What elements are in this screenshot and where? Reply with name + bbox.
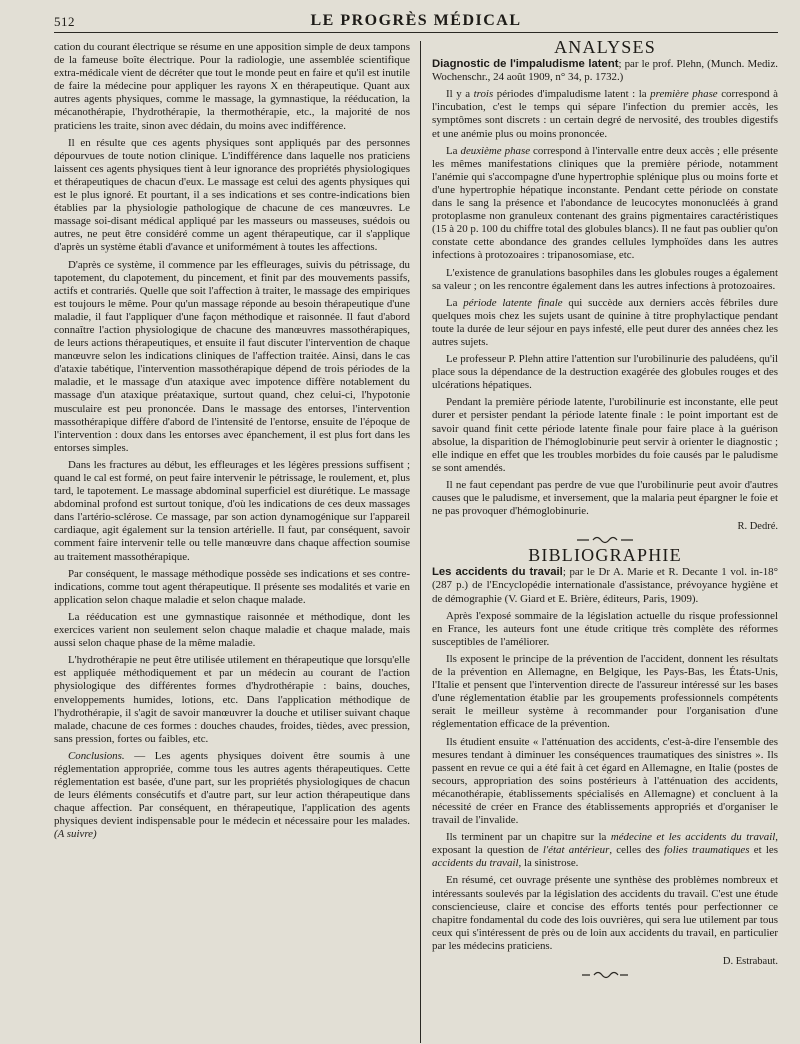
bibliographie-paragraph: Après l'exposé sommaire de la législation actuelle du risque professionnel en France, les auteurs font une étude critique très complète des réformes susceptibles de l'améliorer. (432, 609, 778, 648)
bibliographie-article-title: Les accidents du travail (432, 566, 563, 579)
text-run: qui succède aux derniers accès fébriles dure quelques mois chez les sujets usant de quinine à titre prophylactique pendant toute la durée de leur séjour en pays infesté, elle peut durer des années chez les autres sujets. (432, 296, 778, 348)
text-run: et les (749, 844, 778, 857)
bibliographie-citation: ; par le Dr A. Marie et R. Decante 1 vol. in-18° (287 p.) de l'Encyclopédie internationale d'assistance, prévoyance hygiène et de démographie (V. Giard et E. Brière, éditeurs, Paris, 1909). (432, 566, 778, 605)
article-paragraph: Par conséquent, le massage méthodique possède ses indications et ses contre-indications, comme tout agent thérapeutique. Il présente ses modalités et varie en application selon chaque maladie et selon chaque malade. (54, 567, 410, 606)
text-run: La (446, 144, 461, 157)
analyses-paragraph: Le professeur P. Plehn attire l'attention sur l'urobilinurie des paludéens, qu'il place sous la dépendance de la destruction exagérée des globules rouges et des ulcérations hépatiques. (432, 353, 778, 392)
analyses-paragraph: L'existence de granulations basophiles dans les globules rouges a également sa valeur ; on les rencontre également dans les autres infections à protozoaires. (432, 266, 778, 292)
flourish-icon (580, 970, 630, 980)
text-run-italic: deuxième phase (460, 144, 531, 157)
right-column (432, 37, 778, 1043)
article-paragraph: Il en résulte que ces agents physiques sont appliqués par des personnes dépourvues de toute notion clinique. L'indifférence dans laquelle nos praticiens laissent ces agents physiques tient à leur ignorance des propriétés physiologiques et thérapeutiques de chacun d'eux. Le massage est celui des agents physiques qui est le plus ignoré. Et pourtant, il a ses indications et ses contre-indications bien établies par la physiologie pathologique de chacune de ces manœuvres. Le massage soi-disant médical appliqué par les masseurs ou masseuses, suédois ou autres, ne peut être considéré comme un agent thérapeutique, car il s'applique d'après un système établi d'avance et uniformément à toutes les affections. (54, 136, 410, 254)
text-run-italic: période latente finale (463, 296, 563, 309)
text-run-italic: folies traumatiques (664, 844, 750, 857)
flourish-icon (575, 535, 635, 545)
conclusions-text: — Les agents physiques doivent être soumis à une réglementation appropriée, comme tous les autres agents thérapeutiques. Cette réglementation est basée, d'une part, sur les propriétés physiologiques de chacun de leurs éléments consécutifs et d'autre part, sur leur action thérapeutique dans chaque affection. Par conséquent, en thérapeutique, l'application des agents physiques devient indispensable pour le médecin et nécessaire pour les malades. (54, 749, 410, 828)
conclusions-paragraph (54, 750, 410, 842)
article-paragraph: cation du courant électrique se résume en une apposition simple de deux tampons de la fameuse boîte électrique. Pour la radiologie, une assemblée scientifique extra-médicale vient de décréter que tout le monde peut en faire et qu'il est inutile de faire la médecine pour appliquer les rayons X en thérapeutique. Quant aux autres agents physiques, comme le massage, la gymnastique, la rééducation, la mécanothérapie, l'hydrothérapie, la thermothérapie, etc., la majorité de nos praticiens les traite, sinon avec dédain, du moins avec indifférence. (54, 41, 410, 132)
bibliographie-paragraph (432, 831, 778, 870)
text-run-italic: l'état antérieur (542, 844, 610, 857)
article-columns (54, 37, 778, 1043)
bibliographie-paragraph: Ils étudient ensuite « l'atténuation des accidents, c'est-à-dire l'ensemble des mesures tendant à diminuer les conséquences traumatiques des sinistres ». Ils passent en revue ce qui a été fait à cet égard en Allemagne, en Italie (postes de secours, appropriation des soins postérieurs à l'atténuation des accidents, mécanothérapie, établissements spécialisés en Allemagne) et concluent à la nécessité de créer en France des établissements appropriés et d'organiser le travail de l'invalide. (432, 735, 778, 827)
article-paragraph: Dans les fractures au début, les effleurages et les légères pressions suffisent ; quand le cal est formé, on peut faire intervenir le pétrissage, le roulement, et, plus tard, le tapotement. Le massage abdominal superficiel est diurétique. Le massage abdominal profond est surtout tonique, d'où les indications de ces deux massages dans l'artério-sclérose. Ce massage, par son action dynamogénique sur l'appareil cardiaque, agit également sur la tension artérielle. Il faut, par conséquent, savoir comment faire intervenir telle ou telle manœuvre dans chaque affection soumise au traitement massothérapique. (54, 458, 410, 563)
column-divider (420, 41, 421, 1043)
left-column (54, 41, 420, 1043)
analyses-heading: ANALYSES (554, 37, 656, 57)
text-run: , exposant la question de (432, 831, 778, 857)
section-ornament (432, 970, 778, 980)
bibliographie-paragraph: Ils exposent le principe de la prévention de l'accident, donnent les résultats de la prévention en Allemagne, en Belgique, les Pays-Bas, les États-Unis, l'Italie et pensent que l'intervention directe de l'assureur intéressé sur les bases d'une réglementation établie par les groupements professionnels compétents serait le meilleur système à recommander pour l'organisation d'une réglementation efficace de la prévention. (432, 652, 778, 731)
text-run: , la sinistrose. (518, 857, 579, 870)
article-paragraph: L'hydrothérapie ne peut être utilisée utilement en thérapeutique que lorsqu'elle est appliquée méthodiquement et par un médecin au courant de l'action physiologique des différentes formes d'hydrothérapie : bains, douches, enveloppements humides, lotions, etc. Dans l'application méthodique de l'hydrothérapie, il s'agit de savoir manœuvrer la douche et utiliser suivant chaque malade, chacune de ces formes : douches chaudes, froides, tièdes, avec pression, sans pression, fortes ou faibles, etc. (54, 654, 410, 745)
text-run-italic: accidents du travail (432, 857, 519, 870)
page-number: 512 (54, 14, 75, 29)
text-run: Ils terminent par un chapitre sur la (446, 831, 611, 844)
analyses-paragraph: Pendant la première période latente, l'urobilinurie est inconstante, elle peut durer et persister pendant la période latente finale : le point important est de savoir quand finit cette période latente finale pour faire place à la guérison absolue, la disparition de l'hémoglobinurie peut servir à orienter le diagnostic ; elle indique en effet que les troubles morbides du foie causés par le paludisme se sont amendés. (432, 396, 778, 474)
analyses-paragraph (432, 297, 778, 349)
text-run-italic: médecine et les accidents du travail (610, 831, 776, 844)
analyses-paragraph (432, 145, 778, 263)
conclusions-label: Conclusions. (68, 749, 125, 762)
text-run: périodes d'impaludisme latent : la (493, 88, 651, 101)
article-paragraph: D'après ce système, il commence par les effleurages, suivis du pétrissage, du tapotement, du clapotement, du pincement, et finit par des mouvements passifs, actifs et contrariés. Quelle que soit l'affection à traiter, le massage des empiriques est toujours le même. Pour qu'un massage réponde au besoin thérapeutique d'une maladie, il faut l'appliquer d'une façon méthodique et raisonnée. Il faut d'abord connaître l'action physiologique de chacune des manœuvres massothérapiques, de leurs actions thérapeutiques, et ensuite il faut discuter l'intervention de chaque manœuvre selon les indications cliniques de l'affection traitée. Ainsi, dans le cas d'ataxie tabétique, l'intervention massothérapique dépend de trois périodes de la maladie, et le massage d'un ataxique avec impotence diffère notablement du massage d'un ataxique préataxique, surtout quand, chez celui-ci, l'hypotonie musculaire est peu prononcée. Dans le massage des entorses, l'intervention massothérapique diffère d'abord de l'intensité de l'entorse, ensuite de l'époque de l'intervention : doux dans les entorses avec épanchement, il est plus fort dans les entorses simples. (54, 258, 410, 454)
analyses-citation: ; par le prof. Plehn, (Munch. Mediz. Wochenschr., 24 août 1909, n° 34, p. 1732.) (432, 58, 778, 84)
article-paragraph: La rééducation est une gymnastique raisonnée et méthodique, dont les exercices varient non seulement selon chaque maladie et chaque malade, mais aussi selon chaque phase de la même maladie. (54, 610, 410, 650)
text-run: correspond à l'intervalle entre deux accès ; elle présente les mêmes manifestations cliniques que la première période, notamment l'anémie qui s'accompagne d'une hypertrophie splénique plus ou moins forte et d'une hypertrophie hépatique inconstante. Pendant cette période on constate dans le sang la présence et l'abondance de leucocytes mononucléés à grand protoplasme non granuleux contenant des grains pigmentaires caractéristiques (15 à 20 p. 100 du chiffre total des globules blancs). Il ne faut pas oublier qu'on constate cette abondance des grandes cellules lymphoïdes dans les autres infections à protozoaires : tripanosomiase, etc. (432, 144, 778, 262)
bibliographie-heading: BIBLIOGRAPHIE (528, 545, 682, 566)
page-header (54, 10, 778, 33)
text-run-italic: première phase (650, 88, 718, 101)
text-run-italic: trois (473, 88, 494, 101)
analyses-signature: R. Dedré. (737, 521, 778, 533)
section-ornament (432, 535, 778, 545)
bibliographie-paragraph: En résumé, cet ouvrage présente une synthèse des problèmes nombreux et intéressants soulevés par la législation des accidents du travail. C'est une étude consciencieuse, claire et concise des efforts tentés pour perfectionner ce chapitre fondamental du code des lois ouvrières, qui sera lue utilement par tous ceux qui s'intéressent de près ou de loin aux accidents du travail, en particulier par les médecins praticiens. (432, 874, 778, 952)
text-run: , celles des (609, 844, 665, 857)
text-run: Il y a (446, 88, 474, 101)
analyses-paragraph (432, 88, 778, 140)
text-run: correspond à l'incubation, c'est le temps qui sépare l'infection du premier accès, les symptômes sont discrets : un certain degré de nervosité, des troubles digestifs et une anémie plus ou moins prononcée. (432, 88, 778, 140)
analyses-title-line (432, 58, 778, 84)
text-run: La (446, 296, 464, 309)
bibliographie-signature: D. Estrabaut. (722, 956, 778, 967)
bibliographie-title-line (432, 566, 778, 605)
analyses-article-title: Diagnostic de l'impaludisme latent (432, 58, 619, 71)
to-be-continued: (A suivre) (54, 828, 97, 841)
journal-title: LE PROGRÈS MÉDICAL (310, 12, 522, 29)
analyses-paragraph: Il ne faut cependant pas perdre de vue que l'urobilinurie peut avoir d'autres causes que le paludisme, et inversement, que la malaria peut épargner le foie et ne pas provoquer d'hémoglobinurie. (432, 478, 778, 518)
